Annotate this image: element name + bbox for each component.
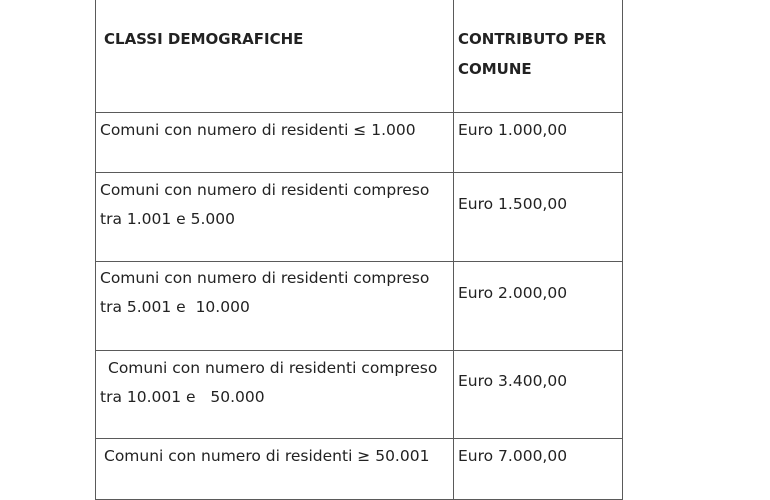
- contribution-value-cell: [454, 262, 623, 351]
- demographic-class-cell: [96, 113, 454, 173]
- contribution-value: Euro 7.000,00: [458, 447, 568, 465]
- contribution-value: Euro 1.000,00: [458, 121, 568, 139]
- header-contribution-label-line1: CONTRIBUTO PER: [458, 30, 607, 48]
- demographic-class-range: tra 1.001 e 5.000: [100, 210, 236, 228]
- table-row: [96, 439, 623, 500]
- demographic-class-cell: [96, 173, 454, 262]
- table-row: [96, 173, 623, 262]
- contribution-table: [95, 0, 623, 500]
- demographic-class-cell: [96, 351, 454, 439]
- contribution-value-cell: [454, 351, 623, 439]
- contribution-value-cell: [454, 113, 623, 173]
- demographic-class-range: tra 5.001 e 10.000: [100, 298, 250, 316]
- header-demographic-classes-label: CLASSI DEMOGRAFICHE: [104, 30, 304, 48]
- demographic-class-range: tra 10.001 e 50.000: [100, 388, 265, 406]
- table-row: [96, 351, 623, 439]
- contribution-value-cell: [454, 173, 623, 262]
- header-contribution-label-line2: COMUNE: [458, 60, 532, 78]
- contribution-value: Euro 1.500,00: [458, 195, 568, 213]
- demographic-class-text: Comuni con numero di residenti compreso: [100, 269, 430, 287]
- demographic-class-cell: [96, 262, 454, 351]
- demographic-class-cell: [96, 439, 454, 500]
- table-row: [96, 113, 623, 173]
- contribution-value: Euro 2.000,00: [458, 284, 568, 302]
- header-contribution-per-municipality: [454, 0, 623, 113]
- table-row: [96, 262, 623, 351]
- demographic-class-text: Comuni con numero di residenti ≥ 50.001: [104, 447, 430, 465]
- demographic-class-text: Comuni con numero di residenti ≤ 1.000: [100, 121, 416, 139]
- table-header-row: [96, 0, 623, 113]
- demographic-class-text: Comuni con numero di residenti compreso: [108, 359, 438, 377]
- contribution-value-cell: [454, 439, 623, 500]
- demographic-class-text: Comuni con numero di residenti compreso: [100, 181, 430, 199]
- header-demographic-classes: [96, 0, 454, 113]
- contribution-value: Euro 3.400,00: [458, 372, 568, 390]
